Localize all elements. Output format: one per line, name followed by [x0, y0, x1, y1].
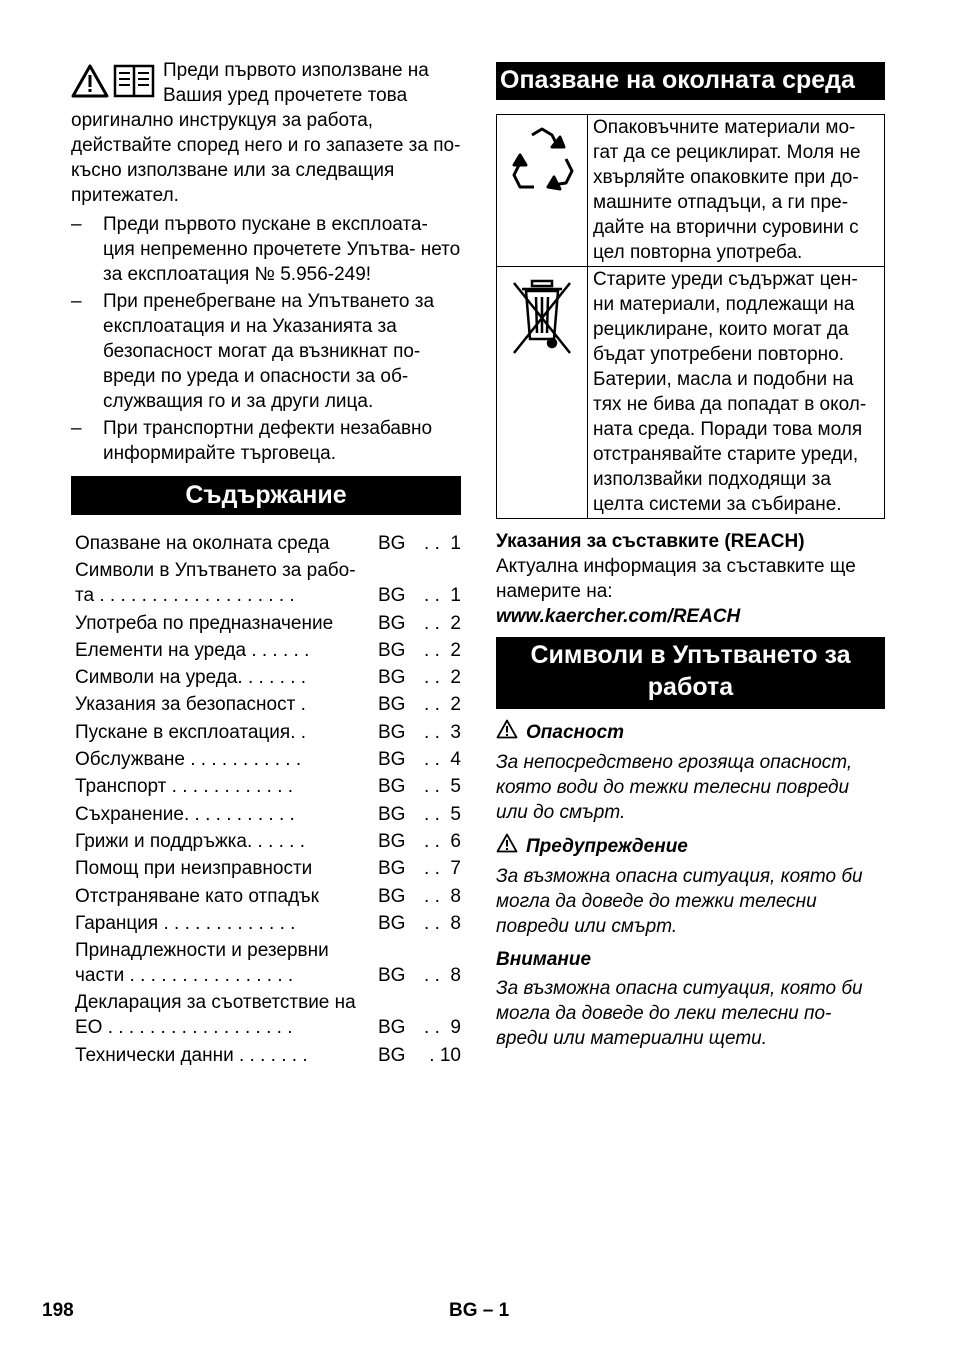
toc-row[interactable]: Символи на уреда. . . . . . . BG . . 2 — [75, 667, 461, 689]
toc-row[interactable]: Технически данни . . . . . . . BG . 10 — [75, 1044, 461, 1066]
toc-row[interactable]: Транспорт . . . . . . . . . . . . BG . . 5 — [75, 776, 461, 798]
toc-row[interactable]: Пускане в експлоатация. . BG . . 3 — [75, 721, 461, 743]
contents-heading: Съдържание — [71, 476, 461, 515]
table-row — [497, 267, 885, 519]
toc-row[interactable]: Гаранция . . . . . . . . . . . . . BG . . 8 — [75, 912, 461, 934]
old-appliances-text: Старите уреди съдържат цен- ни материали, подлежащи на рециклиране, които могат да бъдат употребени повторно. Батерии, масла и подобни на тях не бива да попадат в окол- ната среда. Поради това моля отстранявайте старите уреди, използвайки подходящи за целта системи за събиране. — [588, 267, 885, 519]
intro-bullets — [71, 212, 461, 466]
reach-link[interactable]: www.kaercher.com/REACH — [496, 606, 741, 627]
intro-icons — [71, 64, 155, 105]
symbols-heading: Символи в Упътването за работа — [496, 637, 885, 709]
list-item: – При пренебрегване на Упътването за експлоатация и на Указанията за безопасност могат да възникнат по- вреди по уреда и опасности за об- служващия го и за други лица. — [71, 291, 435, 412]
reach-heading: Указания за съставките (REACH) — [496, 531, 805, 552]
list-item: – При транспортни дефекти незабавно информирайте търговеца. — [71, 418, 433, 464]
toc-row[interactable]: Указания за безопасност . BG . . 2 — [75, 694, 461, 716]
page-number: 198 — [42, 1300, 74, 1321]
warning-triangle-icon — [496, 719, 518, 746]
reach-text: Актуална информация за съставките ще намерите на: — [496, 556, 856, 602]
packaging-recycle-text: Опаковъчните материали мо- гат да се рециклират. Моля не хвърляйте опаковките при до- машните отпадъци, а ги пре- дайте на вторични суровини с цел повторна употреба. — [588, 115, 885, 267]
intro-text: Преди първото използване на Вашия уред прочетете това оригинално инструкцуя за работа, действайте според него и го запазете за по-късно използване или за следващия притежател. — [71, 60, 461, 206]
toc-row[interactable]: Декларация за съответствие на ЕО . . . . . . . . . . . . . . . . . . BG . . 9 — [75, 992, 461, 1039]
warning-triangle-icon — [71, 64, 109, 105]
toc-row[interactable]: Опазване на околната среда BG . . 1 — [75, 533, 461, 554]
toc-row[interactable]: Символи в Упътването за рабо- та . . . . . . . . . . . . . . . . . . . BG . . 1 — [75, 560, 461, 607]
right-column — [496, 62, 885, 1051]
toc-row[interactable]: Отстраняване като отпадък BG . . 8 — [75, 885, 461, 907]
toc-row[interactable]: Елементи на уреда . . . . . . BG . . 2 — [75, 639, 461, 661]
toc-row[interactable]: Помощ при неизправности BG . . 7 — [75, 858, 461, 880]
manual-book-icon — [113, 64, 155, 105]
environment-table — [496, 114, 885, 519]
toc-row[interactable]: Грижи и поддръжка. . . . . . BG . . 6 — [75, 830, 461, 852]
recycle-icon — [506, 179, 578, 200]
toc-row[interactable]: Употреба по предназначение BG . . 2 — [75, 612, 461, 634]
intro-block — [71, 58, 461, 208]
toc-row[interactable]: Обслужване . . . . . . . . . . . BG . . 4 — [75, 749, 461, 771]
danger-heading: Опасност — [496, 719, 885, 746]
section-page-label: BG – 1 — [449, 1300, 510, 1321]
table-of-contents — [71, 531, 461, 1068]
warning-heading: Предупреждение — [496, 833, 885, 860]
caution-text: За възможна опасна ситуация, която би могла да доведе до леки телесни по- вреди или материални щети. — [496, 978, 863, 1049]
left-column — [71, 58, 461, 1070]
list-item: – Преди първото пускане в експлоата- ция непременно прочетете Упътва- нето за експлоатация № 5.956-249! — [71, 214, 461, 285]
toc-row[interactable]: Съхранение. . . . . . . . . . . BG . . 5 — [75, 803, 461, 825]
environment-heading: Опазване на околната среда — [496, 62, 885, 100]
toc-row[interactable]: Принадлежности и резервни части . . . . . . . . . . . . . . . . BG . . 8 — [75, 940, 461, 987]
warning-triangle-icon — [496, 833, 518, 860]
caution-heading: Внимание — [496, 949, 592, 970]
crossed-bin-icon — [510, 341, 574, 362]
table-row — [497, 115, 885, 267]
warning-text: За възможна опасна ситуация, която би могла да доведе до тежки телесни повреди или смърт. — [496, 866, 863, 937]
danger-text: За непосредствено грозяща опасност, която води до тежки телесни повреди или до смърт. — [496, 752, 853, 823]
